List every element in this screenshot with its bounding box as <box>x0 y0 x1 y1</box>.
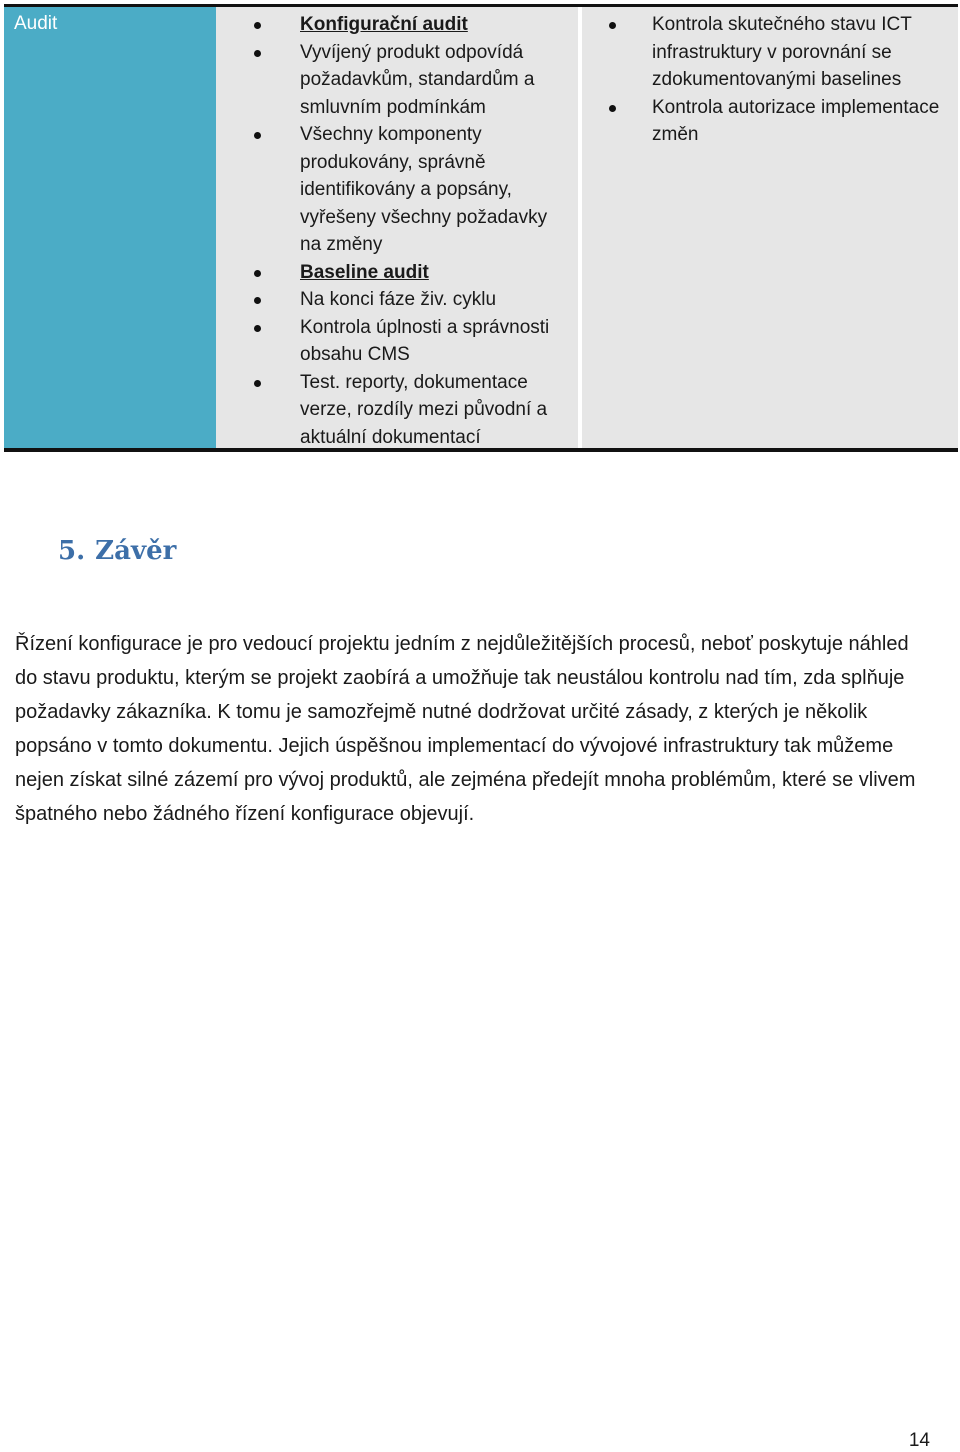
list-item: Vyvíjený produkt odpovídá požadavkům, standardům a smluvním podmínkám <box>260 39 572 122</box>
list-item: Na konci fáze živ. cyklu <box>260 286 572 314</box>
list-item: Konfigurační audit <box>260 11 572 39</box>
bullet-icon <box>609 105 616 112</box>
list-item: Baseline audit <box>260 259 572 287</box>
list-item: Všechny komponenty produkovány, správně identifikovány a popsány, vyřešeny všechny požadavky na změny <box>260 121 572 259</box>
bullet-icon <box>609 22 616 29</box>
audit-description-cell <box>216 7 578 448</box>
audit-table-row <box>4 4 958 452</box>
section-title: Závěr <box>95 536 177 566</box>
list-item: Kontrola úplnosti a správnosti obsahu CMS <box>260 314 572 369</box>
list-item: Kontrola autorizace implementace změn <box>646 94 954 149</box>
audit-label-cell <box>4 7 216 448</box>
bullet-icon <box>254 380 261 387</box>
bullet-icon <box>254 22 261 29</box>
section-heading <box>58 536 176 566</box>
list-item: Kontrola skutečného stavu ICT infrastruktury v porovnání se zdokumentovanými baselines <box>646 11 954 94</box>
bullet-icon <box>254 325 261 332</box>
bullet-icon <box>254 132 261 139</box>
conclusion-paragraph: Řízení konfigurace je pro vedoucí projektu jedním z nejdůležitějších procesů, neboť poskytuje náhled do stavu produktu, kterým se projekt zaobírá a umožňuje tak neustálou kontrolu nad tím, zda splňuje požadavky zákazníka. K tomu je samozřejmě nutné dodržovat určité zásady, z kterých je několik popsáno v tomto dokumentu. Jejich úspěšnou implementací do vývojové infrastruktury tak můžeme nejen získat silné zázemí pro vývoj produktů, ale zejména předejít mnoha problémům, které se vlivem špatného nebo žádného řízení konfigurace objevují. <box>15 633 916 825</box>
audit-description-list <box>260 11 572 451</box>
audit-label: Audit <box>14 13 58 34</box>
bullet-icon <box>254 50 261 57</box>
section-number: 5. <box>58 536 86 566</box>
page-number: 14 <box>908 1430 930 1451</box>
bullet-icon <box>254 297 261 304</box>
list-item: Test. reporty, dokumentace verze, rozdíly mezi původní a aktuální dokumentací <box>260 369 572 452</box>
audit-activities-list <box>646 11 954 149</box>
audit-activities-cell <box>578 7 958 448</box>
bullet-icon <box>254 270 261 277</box>
